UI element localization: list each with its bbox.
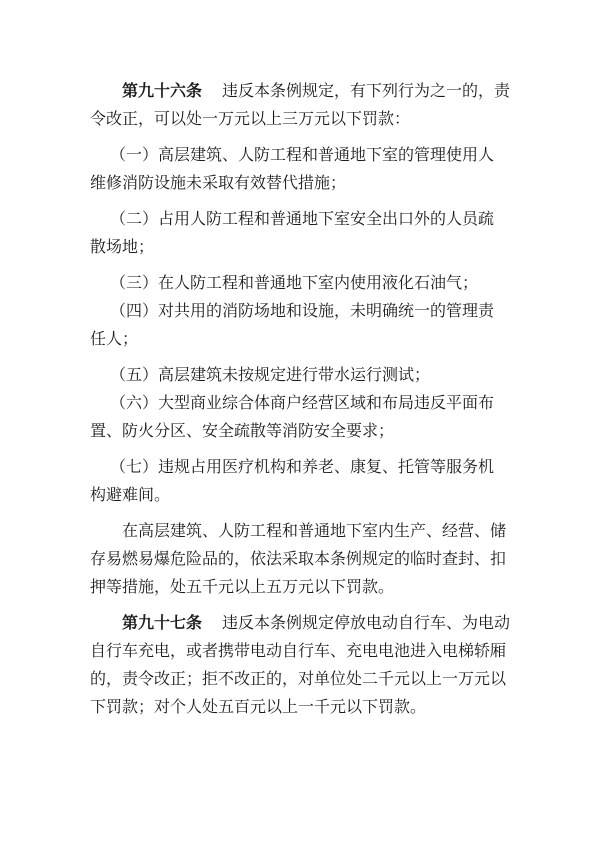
item-4-text-1: （四）对共用的消防场地和设施，未明确统一的管理责: [110, 301, 495, 320]
item-4-text-2: 任人；: [90, 329, 139, 348]
article-97-intro-line-1: 违反本条例规定停放电动自行车、为电动: [222, 613, 511, 632]
article-96-intro-line-1: 违反本条例规定，有下列行为之一的，责: [222, 81, 511, 100]
article-96-intro-line-2: 令改正，可以处一万元以上三万元以下罚款：: [90, 109, 411, 128]
article-96-heading: 第九十六条: [122, 81, 203, 100]
item-7-text-1: （七）违规占用医疗机构和养老、康复、托管等服务机: [110, 457, 495, 476]
item-6-text-1: （六）大型商业综合体商户经营区域和布局违反平面布: [110, 393, 495, 412]
article-97-intro-line-3: 的，责令改正；拒不改正的，对单位处二千元以上一万元以: [90, 669, 507, 688]
item-2-text-2: 散场地；: [90, 237, 155, 256]
item-3-text-1: （三）在人防工程和普通地下室内使用液化石油气；: [110, 273, 479, 292]
article-97-intro-line-2: 自行车充电，或者携带电动自行车、充电电池进入电梯轿厢: [90, 641, 507, 660]
item-7-text-2: 构避难间。: [90, 485, 171, 504]
para-2-text-3: 押等措施，处五千元以上五万元以下罚款。: [90, 577, 395, 596]
article-97-intro-line-4: 下罚款；对个人处五百元以上一千元以下罚款。: [90, 697, 427, 716]
item-1-text-1: （一）高层建筑、人防工程和普通地下室的管理使用人: [110, 145, 495, 164]
para-2-text-1: 在高层建筑、人防工程和普通地下室内生产、经营、储: [122, 521, 507, 540]
item-5-text-1: （五）高层建筑未按规定进行带水运行测试；: [110, 365, 431, 384]
item-6-text-2: 置、防火分区、安全疏散等消防安全要求；: [90, 421, 395, 440]
article-97-heading: 第九十七条: [122, 613, 203, 632]
para-2-text-2: 存易燃易爆危险品的，依法采取本条例规定的临时查封、扣: [90, 549, 507, 568]
item-2-text-1: （二）占用人防工程和普通地下室安全出口外的人员疏: [110, 209, 495, 228]
item-1-text-2: 维修消防设施未采取有效替代措施；: [90, 173, 347, 192]
